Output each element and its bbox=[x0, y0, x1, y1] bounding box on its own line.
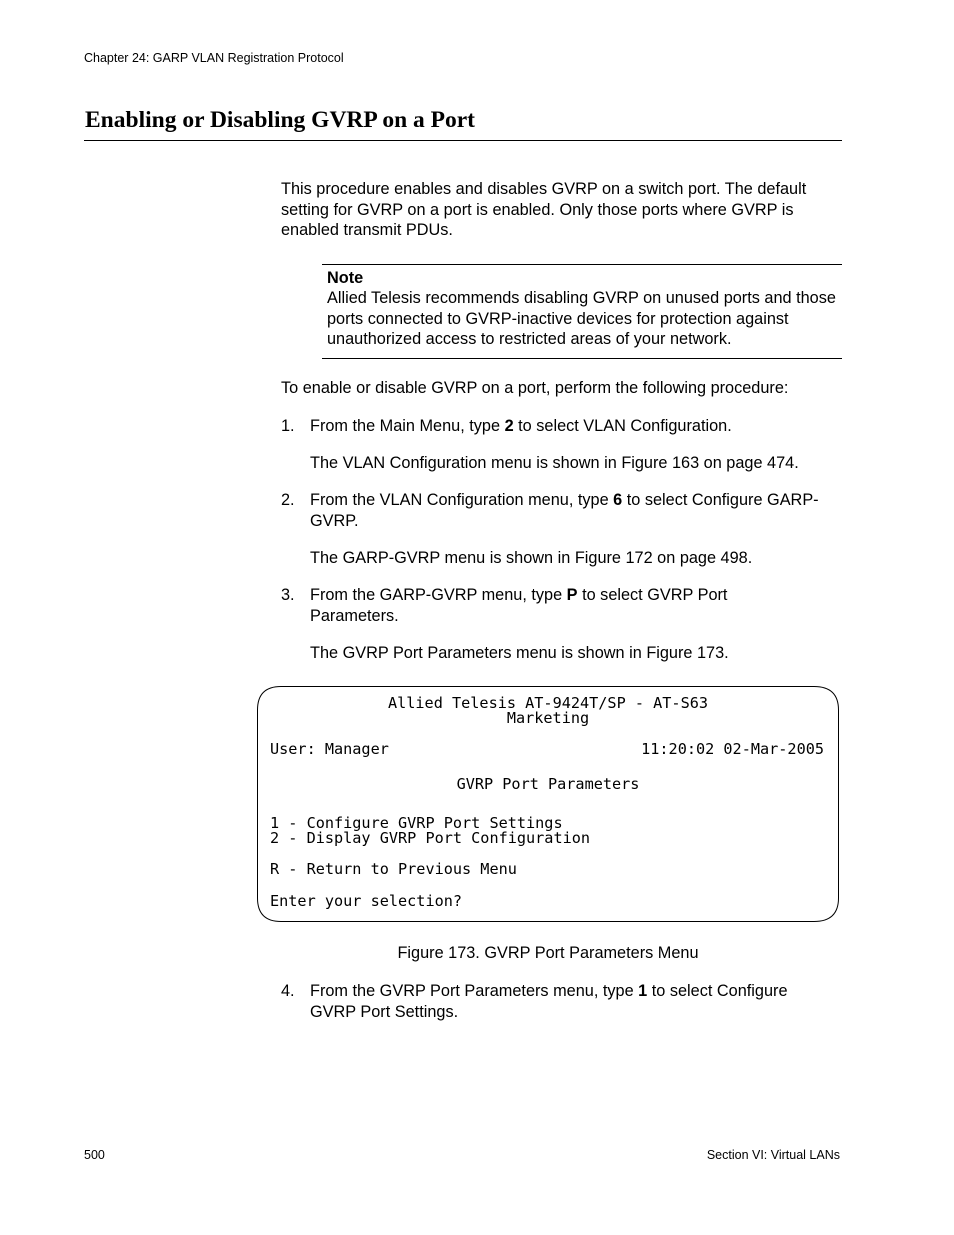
console-option-display: 2 - Display GVRP Port Configuration bbox=[270, 829, 591, 847]
title-rule bbox=[84, 140, 842, 141]
step-instruction-text: to select GVRP Port Parameters. bbox=[310, 586, 728, 625]
step-number: 3. bbox=[281, 586, 295, 604]
step-result: The GVRP Port Parameters menu is shown in Figure 173. bbox=[310, 644, 729, 662]
step-instruction bbox=[310, 416, 848, 437]
step-number: 2. bbox=[281, 491, 295, 509]
running-head: Chapter 24: GARP VLAN Registration Protocol bbox=[84, 51, 344, 65]
step-instruction-text: to select Configure GARP-GVRP. bbox=[310, 491, 819, 530]
note-bottom-rule bbox=[322, 358, 842, 359]
step-instruction-text: From the VLAN Configuration menu, type bbox=[310, 491, 614, 509]
console-option-return: R - Return to Previous Menu bbox=[270, 860, 517, 878]
step-instruction bbox=[310, 981, 830, 1022]
procedure-lead-in: To enable or disable GVRP on a port, perform the following procedure: bbox=[281, 379, 789, 397]
step-instruction bbox=[310, 585, 780, 626]
section-footer: Section VI: Virtual LANs bbox=[706, 1148, 840, 1162]
console-product-line: Allied Telesis AT-9424T/SP - AT-S63 bbox=[387, 694, 709, 712]
console-option-configure: 1 - Configure GVRP Port Settings bbox=[270, 814, 563, 832]
console-menu-title: GVRP Port Parameters bbox=[456, 775, 640, 793]
console-location-line: Marketing bbox=[506, 709, 590, 727]
step-result: The GARP-GVRP menu is shown in Figure 172 on page 498. bbox=[310, 549, 753, 567]
step-key: P bbox=[566, 586, 578, 604]
intro-paragraph: This procedure enables and disables GVRP on a switch port. The default setting for GVRP on a port is enabled. Only those ports where GVRP is enabled transmit PDUs. bbox=[281, 180, 807, 239]
step-instruction-text: to select Configure GVRP Port Settings. bbox=[310, 982, 788, 1021]
step-instruction bbox=[310, 490, 848, 531]
step-number: 4. bbox=[281, 982, 295, 1000]
console-prompt: Enter your selection? bbox=[270, 892, 463, 910]
step-instruction-text: From the Main Menu, type bbox=[310, 417, 505, 435]
step-key: 6 bbox=[613, 491, 623, 509]
step-number: 1. bbox=[281, 417, 295, 435]
console-user-line: User: Manager bbox=[270, 740, 389, 758]
step-instruction-text: From the GVRP Port Parameters menu, type bbox=[310, 982, 639, 1000]
step-instruction-text: to select VLAN Configuration. bbox=[513, 417, 732, 435]
step-instruction-text: From the GARP-GVRP menu, type bbox=[310, 586, 567, 604]
note-top-rule bbox=[322, 264, 842, 265]
page-number: 500 bbox=[84, 1148, 105, 1162]
step-key: 1 bbox=[638, 982, 648, 1000]
step-result: The VLAN Configuration menu is shown in Figure 163 on page 474. bbox=[310, 454, 799, 472]
page-title: Enabling or Disabling GVRP on a Port bbox=[85, 107, 475, 133]
figure-caption: Figure 173. GVRP Port Parameters Menu bbox=[397, 944, 699, 962]
console-datetime: 11:20:02 02-Mar-2005 bbox=[641, 740, 824, 758]
note-label: Note bbox=[327, 269, 364, 287]
console-screen bbox=[257, 686, 839, 922]
note-body: Allied Telesis recommends disabling GVRP on unused ports and those ports connected to GVRP-inactive devices for protection against unauthorized access to restricted areas of your network. bbox=[327, 289, 836, 348]
step-key: 2 bbox=[504, 417, 514, 435]
